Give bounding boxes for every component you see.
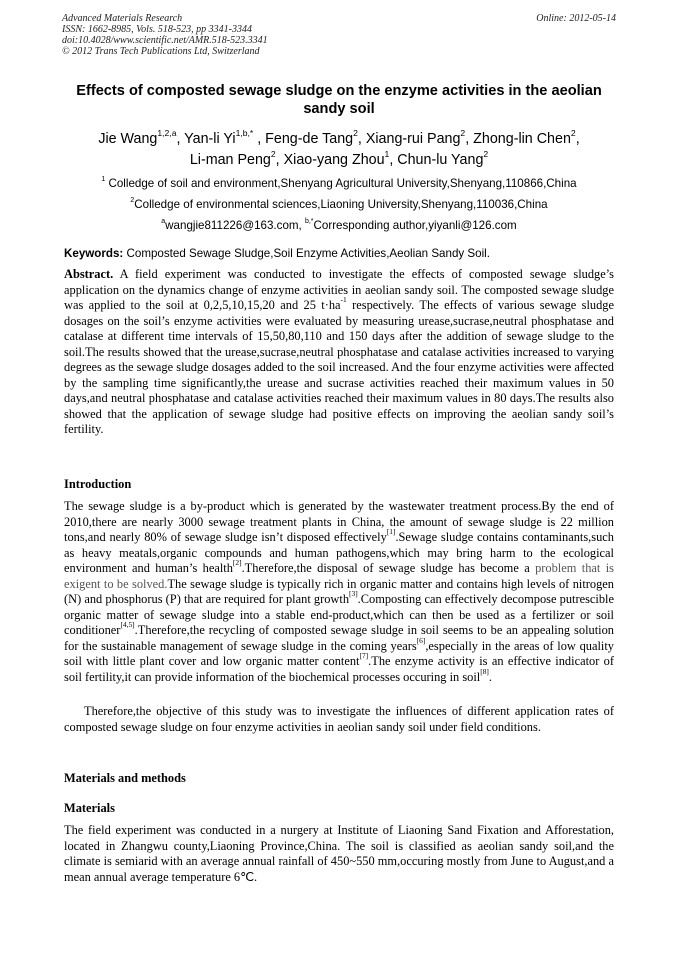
corresponding-email: Corresponding author,yiyanli@126.com	[313, 219, 517, 232]
author-affiliation-mark: 1,2,a	[157, 127, 177, 138]
journal-issn: ISSN: 1662-8985, Vols. 518-523, pp 3341-3344	[62, 24, 252, 35]
email-text: wangjie811226@163.com,	[165, 219, 305, 232]
author-separator: ,	[253, 131, 266, 147]
introduction-objective-paragraph: Therefore,the objective of this study was to investigate the influences of different application rates of composted sewage sludge on four enzyme activities in aeolian sandy soil under field conditions.	[64, 704, 614, 734]
body-text: .Therefore,the disposal of sewage sludge has become a	[241, 561, 536, 575]
author-affiliation-mark: 1,b,*	[235, 127, 254, 138]
journal-name: Advanced Materials Research	[62, 13, 183, 24]
citation: [7]	[359, 651, 369, 661]
keywords-text: Composted Sewage Sludge,Soil Enzyme Activities,Aeolian Sandy Soil.	[123, 247, 490, 260]
author-name: Jie Wang	[98, 131, 158, 147]
email-mark: b,*	[305, 217, 314, 225]
author-affiliation-mark: 2	[270, 148, 276, 159]
author-name: Li-man Peng	[189, 152, 271, 168]
author-separator: ,	[357, 131, 366, 147]
affiliation-2	[40, 198, 638, 212]
journal-copyright: © 2012 Trans Tech Publications Ltd, Switzerland	[62, 46, 260, 57]
journal-header	[62, 13, 268, 57]
author-separator: ,	[465, 131, 474, 147]
body-text: ,especially in the areas of low quality soil with little plant cover and low organic matter content	[64, 638, 615, 668]
citation: [1]	[386, 527, 396, 537]
body-text: .Composting can effectively decompose putrescible organic matter of sewage sludge into a stable end-product,which can then be used as a fertilizer or soil conditioner	[64, 592, 614, 637]
author-name: Chun-lu Yang	[397, 152, 484, 168]
author-separator: ,	[389, 152, 398, 168]
body-text: The sewage sludge is typically rich in organic matter and contains high levels of nitrogen (N) and phosphorus (P) that are required for plant growth	[64, 576, 614, 606]
citation: [6]	[416, 635, 426, 645]
affiliation-mark: 2	[130, 196, 135, 204]
citation: [4,5]	[120, 620, 135, 630]
author-name: Xiao-yang Zhou	[283, 152, 385, 168]
body-text: .Therefore,the recycling of composted sewage sludge in soil seems to be an appealing solution for the sustainable management of sewage sludge in the coming years	[64, 623, 614, 653]
affiliation-1	[40, 177, 638, 191]
journal-doi: doi:10.4028/www.scientific.net/AMR.518-523.3341	[62, 35, 268, 46]
body-text: The sewage sludge is a by-product which is generated by the wastewater treatment process.By the end of 2010,there are nearly 3000 sewage treatment plants in China, the amount of sewage sludge is 22 million tons,and nearly 80% of sewage sludge isn’t disposed effectively	[64, 499, 614, 544]
section-heading-introduction: Introduction	[64, 477, 132, 491]
affiliation-text: Colledge of environmental sciences,Liaoning University,Shenyang,110036,China	[134, 198, 548, 211]
author-name: Feng-de Tang	[265, 131, 354, 147]
author-affiliation-mark: 2	[460, 127, 466, 138]
keywords	[64, 247, 614, 261]
author-separator: ,	[275, 152, 284, 168]
author-affiliation-mark: 2	[570, 127, 576, 138]
citation: [8]	[480, 666, 489, 676]
citation: [3]	[349, 589, 358, 599]
author-list	[40, 129, 638, 171]
email-mark: a	[161, 217, 166, 225]
author-name: Yan-li Yi	[184, 131, 236, 147]
author-name: Xiang-rui Pang	[365, 131, 461, 147]
subsection-heading-materials: Materials	[64, 801, 115, 815]
paper-title: Effects of composted sewage sludge on the enzyme activities in the aeolian sandy soil	[76, 83, 602, 117]
body-text: .The enzyme activity is an effective indicator of soil fertility,it can provide information of the biochemical processes occuring in soil	[64, 654, 614, 684]
body-text-highlight: problem that is exigent to be solved.	[64, 561, 614, 591]
online-date: Online: 2012-05-14	[536, 13, 616, 24]
unit-exponent: -1	[340, 295, 347, 305]
keywords-label: Keywords:	[64, 247, 124, 260]
introduction-paragraph	[64, 499, 614, 685]
author-affiliation-mark: 1	[384, 148, 390, 159]
author-affiliation-mark: 2	[353, 127, 358, 138]
affiliation-mark: 1	[101, 175, 106, 183]
body-text: .	[488, 669, 493, 684]
author-affiliation-mark: 2	[483, 148, 489, 159]
citation: [2]	[232, 558, 242, 568]
author-name: Zhong-lin Chen	[473, 131, 571, 147]
abstract-text: A field experiment was conducted to investigate the effects of composted sewage sludge’s application on the dynamics change of enzyme activities in aeolian sandy soil. The composted sewage sludge was applied to the soil at 0,2,5,10,15,20 and 25 t·ha	[64, 267, 614, 312]
author-emails	[40, 219, 638, 233]
author-separator: ,	[575, 131, 580, 147]
abstract	[64, 267, 614, 438]
affiliation-text: Colledge of soil and environment,Shenyang Agricultural University,Shenyang,110866,China	[108, 177, 577, 190]
author-separator: ,	[176, 131, 185, 147]
body-text: .Sewage sludge contains contaminants,such as heavy meatals,organic compounds and human pathogens,which may bring harm to the ecological environment and human’s health	[64, 530, 614, 575]
abstract-text: respectively. The effects of various sewage sludge dosages on the soil’s enzyme activities were evaluated by measuring urease,sucrase,neutral phosphatase and catalase at different time intervals of 15,50,80,110 and 150 days after the addition of sewage sludge to the soil.The results showed that the urease,sucrase,neutral phosphatase and catalase activities increased to varying degrees as the sewage sludge dosages added to the soil increased. And the four enzyme activities were affected by the sampling time significantly,the urease and sucrase activities reached their maximum values in 50 days,and neutral phosphatase and catalase activities reached their maximum values in 80 days.The results also showed that the application of sewage sludge had positive effects on improving the aeolian sandy soil’s fertility.	[64, 298, 614, 436]
materials-paragraph: The field experiment was conducted in a nurgery at Institute of Liaoning Sand Fixation and Afforestation, located in Zhangwu county,Liaoning Province,China. The soil is classified as aeolian sandy soil,and the climate is semiarid with an average annual rainfall of 450~550 mm,occuring mostly from June to August,and a mean annual average temperature 6℃.	[64, 823, 614, 884]
section-heading-materials-methods: Materials and methods	[64, 771, 186, 785]
abstract-label: Abstract.	[64, 267, 114, 281]
